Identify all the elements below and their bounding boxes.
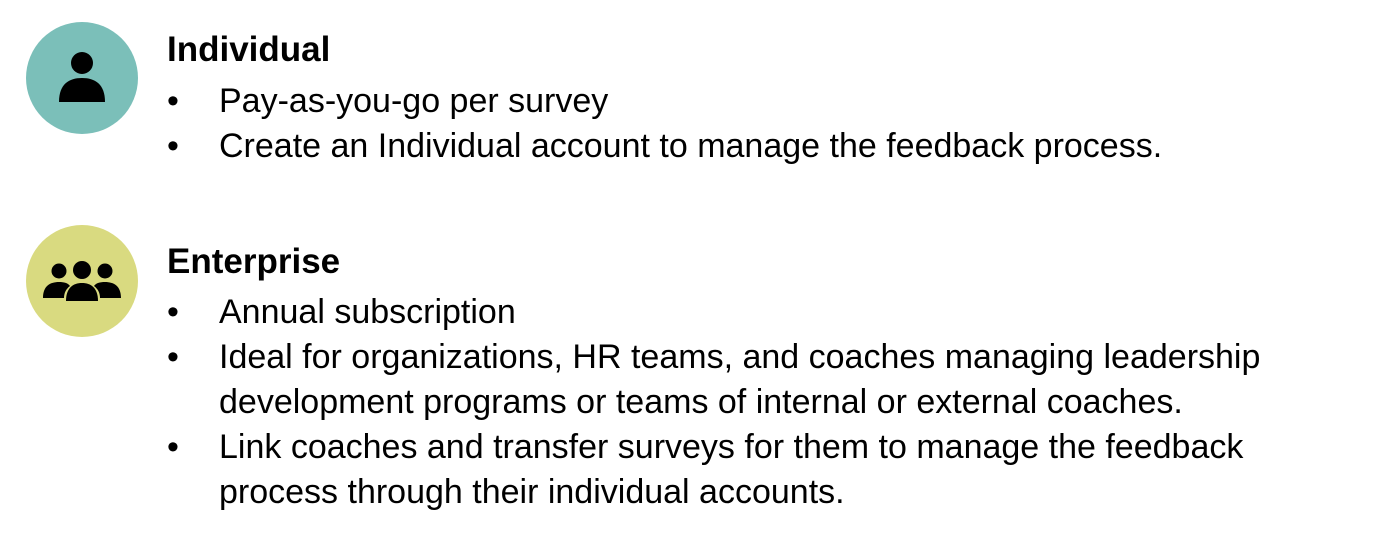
list-item (167, 425, 1260, 515)
bullet-text: process through their individual accounts. (219, 473, 845, 511)
list-item (167, 124, 1162, 169)
individual-icon-circle (26, 22, 138, 134)
bullet-text: Link coaches and transfer surveys for them to manage the feedback (219, 428, 1244, 466)
enterprise-bullet-list (167, 290, 1260, 515)
person-icon (26, 22, 138, 134)
bullet-dot: • (167, 127, 179, 165)
bullet-text: development programs or teams of internal or external coaches. (219, 383, 1183, 421)
bullet-text: Create an Individual account to manage the feedback process. (219, 127, 1163, 165)
bullet-text: Pay-as-you-go per survey (219, 82, 609, 120)
list-item (167, 290, 1260, 335)
bullet-dot: • (167, 82, 179, 120)
group-icon (26, 225, 138, 337)
individual-title: Individual (167, 30, 331, 69)
individual-bullet-list (167, 79, 1162, 169)
list-item (167, 79, 1162, 124)
bullet-dot: • (167, 428, 179, 466)
bullet-dot: • (167, 293, 179, 331)
bullet-text: Ideal for organizations, HR teams, and coaches managing leadership (219, 338, 1261, 376)
bullet-text: Annual subscription (219, 293, 516, 331)
enterprise-icon-circle (26, 225, 138, 337)
list-item (167, 335, 1260, 425)
enterprise-title: Enterprise (167, 242, 341, 281)
bullet-dot: • (167, 338, 179, 376)
